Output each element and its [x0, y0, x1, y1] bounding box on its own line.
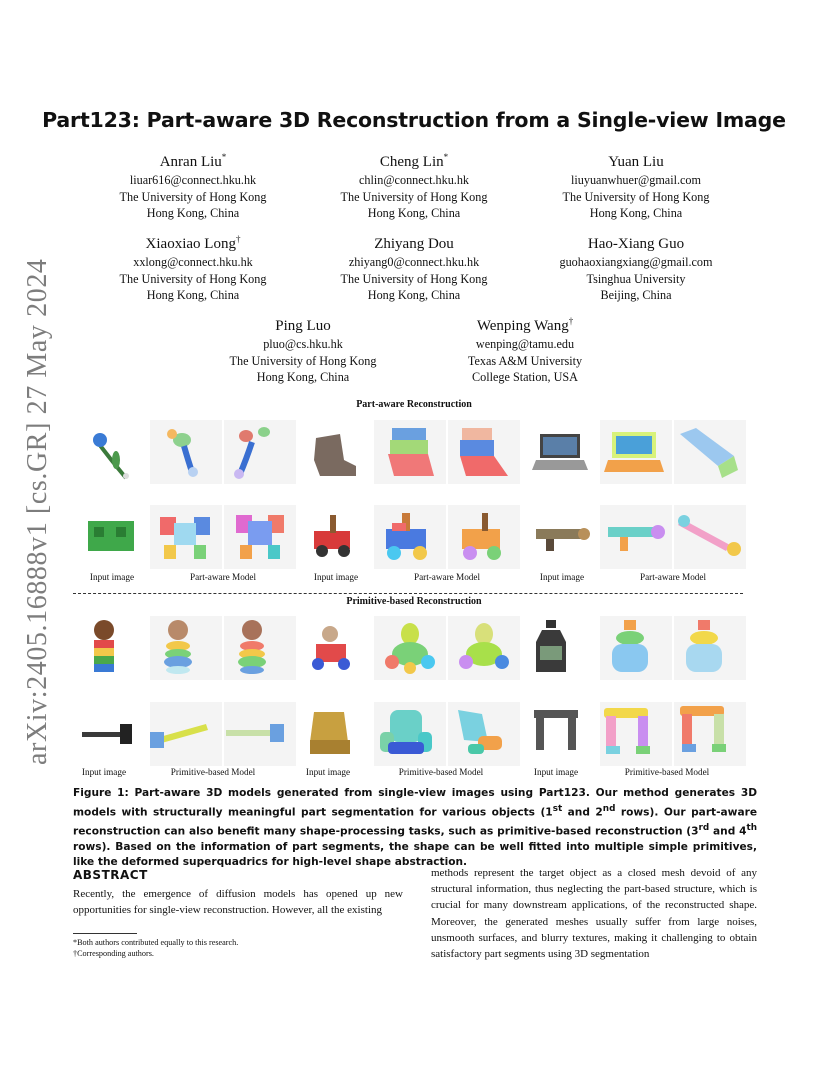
- input-image-bottle: [526, 616, 598, 680]
- figure-label: Part-aware Model: [413, 572, 481, 582]
- part-model-flower: [150, 420, 222, 484]
- author-location: Hong Kong, China: [367, 206, 461, 221]
- input-image-robot: [76, 505, 148, 569]
- author-affiliation: Tsinghua University: [586, 271, 686, 286]
- author-location: Beijing, China: [600, 288, 672, 303]
- figure-label: Part-aware Model: [639, 572, 707, 582]
- author-name: Anran Liu: [159, 154, 222, 170]
- primitive-model-bottle: [600, 616, 672, 680]
- paper-title: Part123: Part-aware 3D Reconstruction from a Single-view Image: [42, 108, 786, 132]
- abstract-text-left: Recently, the emergence of diffusion models has opened up new opportunities for single-view reconstruction. However, all the existing: [73, 888, 403, 917]
- part-model-boot: [448, 420, 520, 484]
- author-email: zhiyang0@connect.hku.hk: [348, 255, 480, 269]
- primitive-model-toy-car: [448, 616, 520, 680]
- input-image-fire-truck: [300, 505, 372, 569]
- figure-caption: Figure 1: Part-aware 3D models generated from single-view images using Part123. Our method generates 3D models with structurally meaningful part segmentation for various objects (1st and 2nd rows). Our part-aware reconstruction can also benefit many shape-processing tasks, such as primitive-based reconstruction (3rd and 4th rows). Based on the information of part segments, the shape can be well fitted into multiple simple primitives, like the deformed superquadrics for high-level shape abstraction.: [73, 787, 757, 869]
- author-affiliation: The University of Hong Kong: [119, 189, 267, 204]
- author-block: Wenping Wang† wenping@tamu.edu Texas A&M University College Station, USA: [410, 312, 640, 386]
- author-name: Xiaoxiao Long: [145, 236, 236, 252]
- input-image-armchair: [300, 702, 372, 766]
- author-block: Xiaoxiao Long† xxlong@connect.hku.hk The University of Hong Kong Hong Kong, China: [78, 230, 308, 304]
- author-block: [521, 148, 751, 222]
- primitive-model-teddy-bear: [224, 616, 296, 680]
- part-model-blaster: [600, 505, 672, 569]
- author-block: Anran Liu* liuar616@connect.hku.hk The University of Hong Kong Hong Kong, China: [78, 148, 308, 222]
- part-model-fire-truck: [448, 505, 520, 569]
- author-name: Zhiyang Dou: [374, 236, 454, 252]
- author-affiliation: The University of Hong Kong: [229, 353, 377, 368]
- part-model-boot: [374, 420, 446, 484]
- author-location: Hong Kong, China: [367, 288, 461, 303]
- primitive-model-armchair: [374, 702, 446, 766]
- author-affiliation: The University of Hong Kong: [340, 271, 488, 286]
- author-email: xxlong@connect.hku.hk: [133, 255, 253, 269]
- part-model-fire-truck: [374, 505, 446, 569]
- primitive-model-gate: [674, 702, 746, 766]
- author-block: Cheng Lin* chlin@connect.hku.hk The University of Hong Kong Hong Kong, China: [299, 148, 529, 222]
- figure-label: Input image: [539, 572, 585, 582]
- author-location: Hong Kong, China: [589, 206, 683, 221]
- author-email: guohaoxiangxiang@gmail.com: [559, 255, 713, 269]
- primitive-model-toy-car: [374, 616, 446, 680]
- primitive-model-hammer: [224, 702, 296, 766]
- author-affiliation: The University of Hong Kong: [340, 189, 488, 204]
- primitive-model-hammer: [150, 702, 222, 766]
- primitive-model-armchair: [448, 702, 520, 766]
- author-block: [299, 230, 529, 304]
- author-email: liuyuanwhuer@gmail.com: [570, 173, 702, 187]
- abstract-text-right: methods represent the target object as a closed mesh devoid of any structural information, thus neglecting the part-based structure, which is crucial for many downstream applications, of the reconstructed shape. Moreover, the generated meshes usually suffer from large noises, unsmooth surfaces, and blurry textures, making it challenging to obtain satisfactory part segments using 3D segmentation: [431, 867, 757, 961]
- input-image-toy-car: [300, 616, 372, 680]
- author-name: Hao-Xiang Guo: [587, 236, 685, 252]
- figure-label: Input image: [89, 572, 135, 582]
- primitive-model-teddy-bear: [150, 616, 222, 680]
- author-name: Ping Luo: [275, 318, 331, 334]
- author-block: [521, 230, 751, 304]
- author-name: Cheng Lin: [379, 154, 444, 170]
- author-location: Hong Kong, China: [256, 370, 350, 385]
- author-location: Hong Kong, China: [146, 288, 240, 303]
- author-email: liuar616@connect.hku.hk: [129, 173, 257, 187]
- figure-label: Primitive-based Model: [170, 767, 256, 777]
- figure-label: Primitive-based Model: [398, 767, 484, 777]
- footnote-corresponding: †Corresponding authors.: [73, 949, 154, 958]
- figure-divider: [73, 593, 743, 594]
- input-image-teddy-bear: [76, 616, 148, 680]
- author-block: [188, 312, 418, 386]
- input-image-laptop: [526, 420, 598, 484]
- author-affiliation: The University of Hong Kong: [562, 189, 710, 204]
- author-affiliation: Texas A&M University: [467, 353, 583, 368]
- footnote-divider: [73, 933, 137, 934]
- input-image-blaster: [526, 505, 598, 569]
- part-model-blaster: [674, 505, 746, 569]
- figure-label: Input image: [305, 767, 351, 777]
- footnote-equal-contribution: *Both authors contributed equally to this research.: [73, 938, 239, 947]
- author-name: Yuan Liu: [608, 154, 664, 170]
- figure-section-title: Primitive-based Reconstruction: [346, 596, 482, 607]
- author-email: wenping@tamu.edu: [475, 337, 575, 351]
- input-image-flower: [76, 420, 148, 484]
- author-email: pluo@cs.hku.hk: [263, 337, 343, 351]
- part-model-laptop: [600, 420, 672, 484]
- author-name: Wenping Wang: [476, 318, 569, 334]
- abstract-heading: ABSTRACT: [73, 868, 148, 882]
- primitive-model-gate: [600, 702, 672, 766]
- part-model-robot: [150, 505, 222, 569]
- author-location: College Station, USA: [472, 370, 578, 385]
- figure-label: Input image: [313, 572, 359, 582]
- author-location: Hong Kong, China: [146, 206, 240, 221]
- part-model-flower: [224, 420, 296, 484]
- part-model-laptop: [674, 420, 746, 484]
- arxiv-identifier: arXiv:2405.16888v1 [cs.GR] 27 May 2024: [22, 258, 53, 765]
- primitive-model-bottle: [674, 616, 746, 680]
- part-model-robot: [224, 505, 296, 569]
- figure-label: Primitive-based Model: [624, 767, 710, 777]
- input-image-gate: [526, 702, 598, 766]
- figure-label: Input image: [81, 767, 127, 777]
- figure-label: Input image: [533, 767, 579, 777]
- input-image-boot: [300, 420, 372, 484]
- author-email: chlin@connect.hku.hk: [358, 173, 470, 187]
- figure-section-title: Part-aware Reconstruction: [356, 399, 472, 410]
- author-affiliation: The University of Hong Kong: [119, 271, 267, 286]
- figure-label: Part-aware Model: [189, 572, 257, 582]
- input-image-hammer: [76, 702, 148, 766]
